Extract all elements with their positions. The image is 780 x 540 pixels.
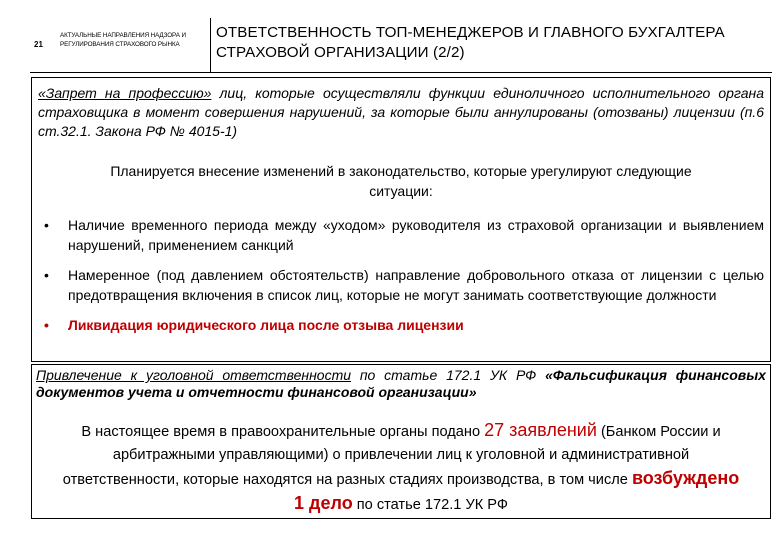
intro-text: лиц, которые осуществляли функции единоличного исполнительного органа страховщика в момент совершения нарушений, за которые были аннулированы (отозваны) лицензии (п.6 ст.32.1. Закона РФ № 4015-1): [38, 85, 764, 139]
prosecution-paragraph: [36, 367, 766, 401]
list-item-highlighted: [44, 315, 764, 335]
applications-count: 27 заявлений: [484, 420, 597, 440]
slide-header: [0, 0, 780, 72]
criminal-liability-box: [31, 364, 771, 519]
bullet-icon: •: [44, 317, 49, 333]
prosecution-underlined-term: Привлечение к уголовной ответственности: [36, 367, 352, 383]
ban-on-profession-box: [31, 77, 771, 362]
current-text-2: (Банком России и арбитражными управляющими) о привлечении лиц к уголовной и административной ответственности, которые находятся на разных стадиях производства, в том числе: [62, 424, 721, 488]
intro-underlined-term: «Запрет на профессию»: [38, 85, 212, 101]
section-label: АКТУАЛЬНЫЕ НАПРАВЛЕНИЯ НАДЗОРА И РЕГУЛИРОВАНИЯ СТРАХОВОГО РЫНКА: [60, 32, 186, 48]
page-number: 21: [34, 40, 43, 49]
current-text-1: В настоящее время в правоохранительные органы подано: [81, 424, 485, 440]
prosecution-text: по статье 172.1 УК РФ: [351, 367, 546, 383]
list-item-text: Наличие временного периода между «уходом» руководителя из страховой организации и выявлением нарушений, применением санкций: [68, 217, 764, 253]
list-item-text: Намеренное (под давлением обстоятельств) направление добровольного отказа от лицензии с целью предотвращения включения в список лиц, которые не могут занимать соответствующие должности: [68, 267, 764, 303]
bullet-icon: •: [44, 267, 49, 283]
list-item: [44, 215, 764, 255]
cases-opened: возбуждено 1 дело: [294, 468, 740, 513]
header-divider: [210, 18, 211, 72]
intro-paragraph: [38, 84, 764, 141]
page-title: ОТВЕТСТВЕННОСТЬ ТОП-МЕНЕДЖЕРОВ И ГЛАВНОГО БУХГАЛТЕРА СТРАХОВОЙ ОРГАНИЗАЦИИ (2/2): [216, 24, 725, 61]
list-item-text: Ликвидация юридического лица после отзыва лицензии: [68, 317, 464, 333]
situations-list: [44, 215, 764, 335]
current-text-3: по статье 172.1 УК РФ: [352, 497, 508, 513]
header-rule: [30, 72, 772, 73]
current-status-paragraph: [56, 419, 746, 517]
plan-heading: Планируется внесение изменений в законодательство, которые урегулируют следующие ситуации:: [110, 163, 692, 199]
bullet-icon: •: [44, 217, 49, 233]
prosecution-quote: «Фальсификация финансовых документов учета и отчетности финансовой организации»: [36, 367, 766, 400]
list-item: [44, 265, 764, 305]
